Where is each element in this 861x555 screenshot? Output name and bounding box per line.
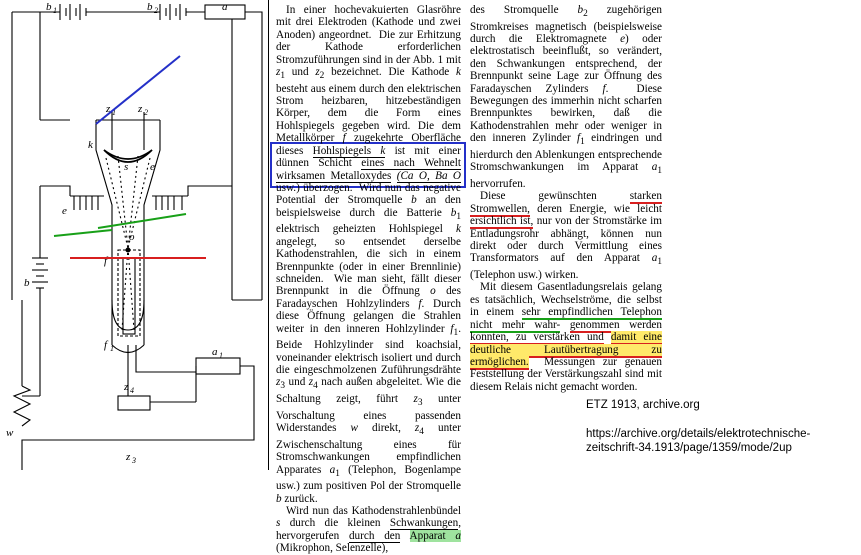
svg-text:s: s xyxy=(124,161,129,173)
svg-text:b: b xyxy=(46,1,52,13)
svg-text:z: z xyxy=(138,103,143,115)
svg-text:1: 1 xyxy=(110,344,114,353)
paragraph: des Stromquelle $b_2$ zugehörigen Stromkreises magnetisch (beispielsweise durch die Elektromagnete e) oder elektrostatisch beeinflußt, so verändert, den Schwankungen entsprechend, der Brennpunkt seine Lage zur Öffnung des Faradayschen Zylinders f. Diese Bewegungen des immerhin nicht scharfen Brennpunktes bewirken, daß die Kathodenstrahlen mehr oder weniger in den inneren Zylinder $f_1$ eindringen und hierdurch den Ablenkungen entsprechende Stromschwankungen im Apparat $a_1$ hervorrufen. xyxy=(470,4,663,190)
svg-text:z: z xyxy=(126,451,131,463)
svg-text:b: b xyxy=(147,1,153,13)
svg-text:b: b xyxy=(24,277,30,289)
svg-text:4: 4 xyxy=(130,386,134,395)
paragraph: Diese gewünschten starken Stromwellen, deren Energie, wie leicht ersichtlich ist, nur von der Stromstärke im Entladungsrohr abhängt, können nun direkt oder durch Vermittlung eines Transformators auf den Apparat $a_1$ (Telephon usw.) wirken. xyxy=(470,190,662,282)
svg-text:z: z xyxy=(106,103,111,115)
text-column-2 xyxy=(470,4,662,393)
svg-text:1: 1 xyxy=(53,6,57,15)
svg-text:a: a xyxy=(212,346,218,358)
citation-block xyxy=(586,398,858,455)
svg-text:e: e xyxy=(62,205,67,217)
svg-text:f: f xyxy=(104,339,108,351)
svg-text:2: 2 xyxy=(144,108,148,117)
paragraph: Mit diesem Gasentladungsrelais gelang es tatsächlich, Wechselströme, die selbst in einem sehr empfindlichen Telephon nicht mehr wahr- genommen werden konnten, zu verstärken und damit eine deutliche Lautübertragung zu ermöglichen. Messungen zur genauen Feststellung der Verstärkungszahl sind mit diesem Relais nicht gemacht worden. xyxy=(470,281,662,393)
svg-text:w: w xyxy=(6,427,14,439)
svg-text:1: 1 xyxy=(219,351,223,360)
svg-text:f: f xyxy=(104,255,108,267)
citation-source: ETZ 1913, archive.org xyxy=(586,399,700,411)
svg-text:a: a xyxy=(222,1,228,13)
svg-text:2: 2 xyxy=(154,6,158,15)
svg-text:3: 3 xyxy=(132,456,136,465)
text-column-1 xyxy=(276,4,461,555)
citation-url[interactable]: https://archive.org/details/elektrotechnische-zeitschrift-34.1913/page/1359/mode/2up xyxy=(586,428,811,454)
paragraph: Wird nun das Kathodenstrahlenbündel s durch die kleinen Schwankungen, hervorgerufen durch den Apparat a (Mikrophon, Selenzelle), xyxy=(276,505,461,555)
paragraph: In einer hochevakuierten Glasröhre mit drei Elektroden (Kathode und zwei Anoden) angeordnet. Die zur Erhitzung der Kathode erforderlichen Stromzuführungen sind in der Abb. 1 mit $z_1$ und $z_2$ bezeichnet. Die Kathode k besteht aus einem durch den elektrischen Strom heizbaren, hitzebeständigen Körper, dem die Form eines Hohlspiegels gegeben wird. Die dem Metallkörper f zugekehrte Oberfläche dieses Hohlspiegels k ist mit einer dünnen Schicht eines nach Wehnelt wirksamen Metalloxydes (Ca O, Ba O usw.) überzogen. Wird nun das negative Potential der Stromquelle b an den beispielsweise durch die Batterie $b_1$ elektrisch geheizten Hohlspiegel k angelegt, so entsendet derselbe Kathodenstrahlen, die sich in einem Brennpunkte (oder in einer Brennlinie) schneiden. Wie man sieht, fällt dieser Brennpunkt in die Öffnung o des Faradayschen Hohlzylinders f. Durch diese Öffnung gelangen die Strahlen weiter in den inneren Hohlzylinder $f_1$. Beide Hohlzylinder sind koachsial, voneinander elektrisch isoliert und durch die eingeschmolzenen Zuführungsdrähte $z_3$ und $z_4$ nach außen abgeleitet. Wie die Schaltung zeigt, führt $z_3$ unter Vorschaltung eines passenden Widerstandes w direkt, $z_4$ unter Zwischenschaltung eines für Stromschwankungen empfindlichen Apparates $a_1$ (Telephon, Bogenlampe usw.) zum positiven Pol der Stromquelle b zurück. xyxy=(276,4,462,505)
circuit-figure xyxy=(0,0,269,470)
svg-text:z: z xyxy=(124,381,129,393)
circuit-diagram-svg xyxy=(0,0,268,470)
svg-text:e: e xyxy=(150,161,155,173)
svg-text:o: o xyxy=(129,231,135,243)
svg-text:k: k xyxy=(88,139,93,151)
svg-text:1: 1 xyxy=(112,108,116,117)
